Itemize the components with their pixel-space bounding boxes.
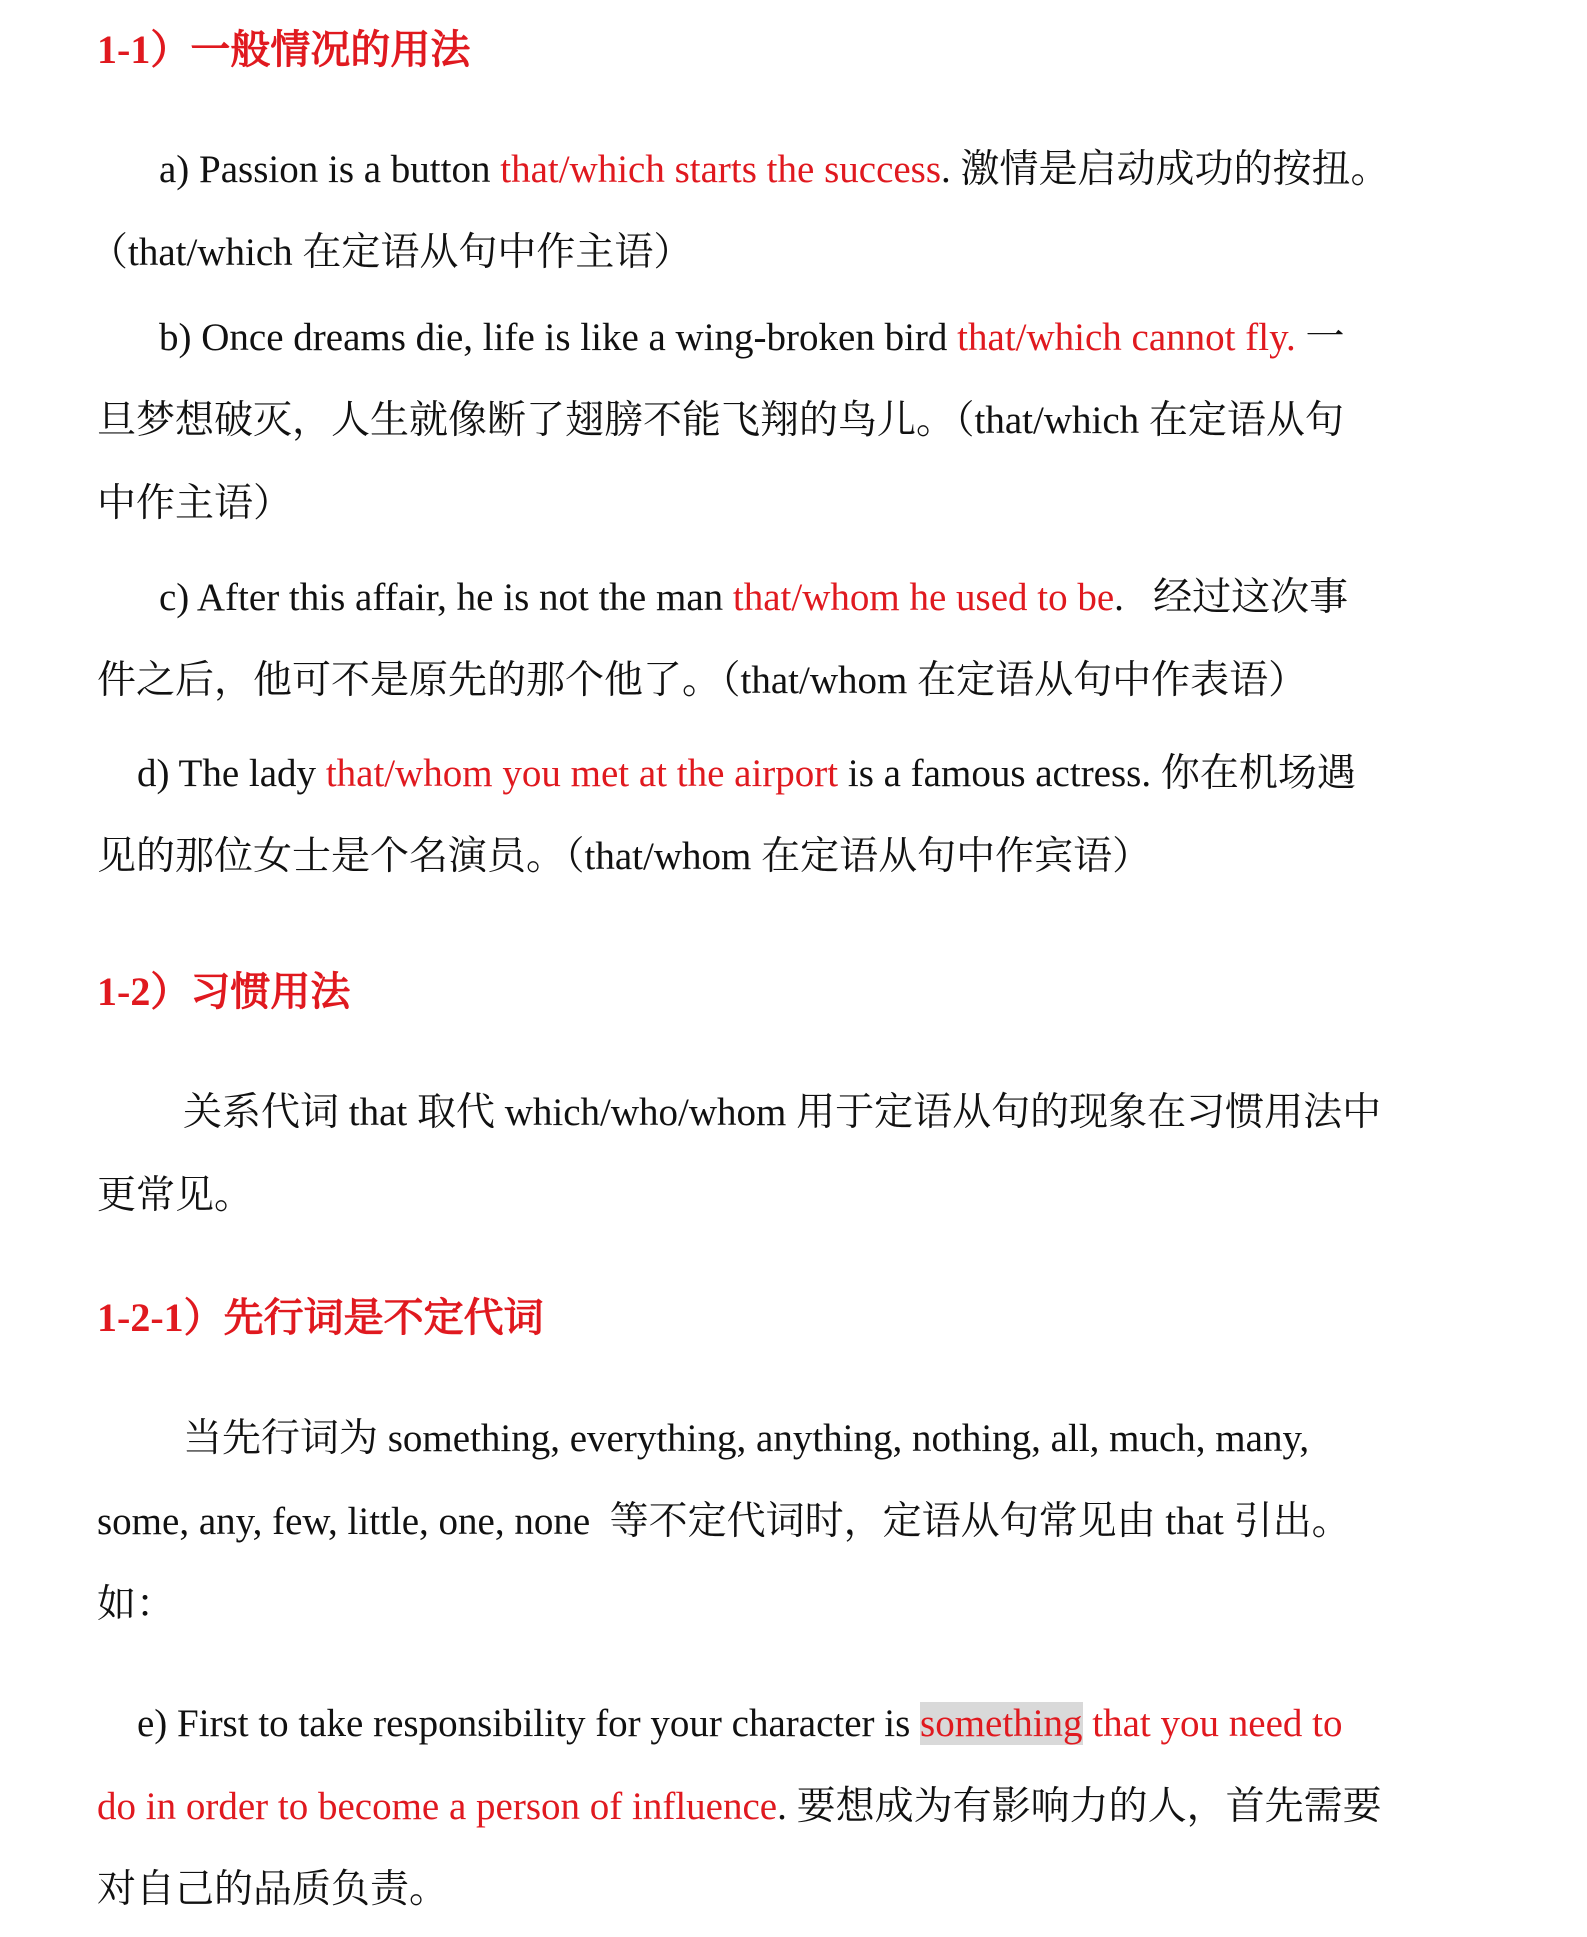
example-d-prefix: d) The lady — [137, 752, 326, 795]
section-heading-1-1: 1-1）一般情况的用法 — [97, 27, 471, 72]
example-a-note: （that/which 在定语从句中作主语） — [89, 231, 693, 274]
example-d-line-1 — [97, 732, 1497, 815]
section-1-2-body — [97, 1071, 1497, 1237]
example-b-line-3: 中作主语） — [97, 482, 293, 525]
example-e-clause-2: do in order to become a person of influence — [97, 1785, 778, 1828]
example-c-clause: that/whom he used to be — [732, 576, 1115, 619]
example-b-prefix: b) Once dreams die, life is like a wing-broken bird — [159, 316, 958, 359]
example-e-line-3: 对自己的品质负责。 — [97, 1868, 449, 1911]
example-c-line-2: 件之后，他可不是原先的那个他了。（that/whom 在定语从句中作表语） — [97, 659, 1308, 702]
example-e-line-2 — [97, 1765, 1497, 1848]
section-1-2-line-2: 更常见。 — [97, 1174, 254, 1217]
example-d-suffix: is a famous actress. 你在机场遇 — [838, 752, 1356, 795]
section-1-2-line-1: 关系代词 that 取代 which/who/whom 用于定语从句的现象在习惯用法中 — [183, 1091, 1382, 1134]
example-e-translation: . 要想成为有影响力的人，首先需要 — [777, 1785, 1382, 1828]
example-b-line-2: 旦梦想破灭，人生就像断了翅膀不能飞翔的鸟儿。（that/which 在定语从句 — [97, 399, 1344, 442]
example-a-prefix: a) Passion is a button — [159, 148, 501, 191]
example-a-clause: that/which starts the success — [500, 148, 942, 191]
example-b-clause: that/which cannot fly. — [957, 316, 1296, 359]
example-c — [97, 556, 1497, 722]
example-e-antecedent: something — [920, 1702, 1083, 1745]
example-d — [97, 732, 1497, 898]
example-a-line-1 — [97, 128, 1497, 211]
example-c-suffix: . 经过这次事 — [1114, 576, 1349, 619]
example-d-clause: that/whom you met at the airport — [325, 752, 839, 795]
section-heading-1-2-1: 1-2-1）先行词是不定代词 — [97, 1295, 544, 1340]
example-c-prefix: c) After this affair, he is not the man — [159, 576, 733, 619]
example-e-prefix: e) First to take responsibility for your character is — [137, 1702, 921, 1745]
example-a-translation: . 激情是启动成功的按扭。 — [941, 148, 1390, 191]
section-1-2-1-line-1: 当先行词为 something, everything, anything, nothing, all, much, many, — [183, 1417, 1310, 1460]
section-heading-1-2: 1-2）习惯用法 — [97, 969, 351, 1014]
example-b-line-1 — [97, 296, 1497, 379]
example-e-clause-1: that you need to — [1082, 1702, 1343, 1745]
example-e-line-1 — [97, 1682, 1497, 1765]
example-b — [97, 296, 1497, 545]
example-b-suffix: 一 — [1295, 316, 1345, 359]
example-c-line-1 — [97, 556, 1497, 639]
section-1-2-1-body — [97, 1397, 1497, 1646]
example-d-line-2: 见的那位女士是个名演员。（that/whom 在定语从句中作宾语） — [97, 835, 1152, 878]
example-e — [97, 1682, 1497, 1931]
example-a — [89, 128, 1497, 294]
section-1-2-1-line-3: 如： — [97, 1583, 176, 1626]
section-1-2-1-line-2: some, any, few, little, one, none 等不定代词时，定语从句常见由 that 引出。 — [97, 1500, 1351, 1543]
